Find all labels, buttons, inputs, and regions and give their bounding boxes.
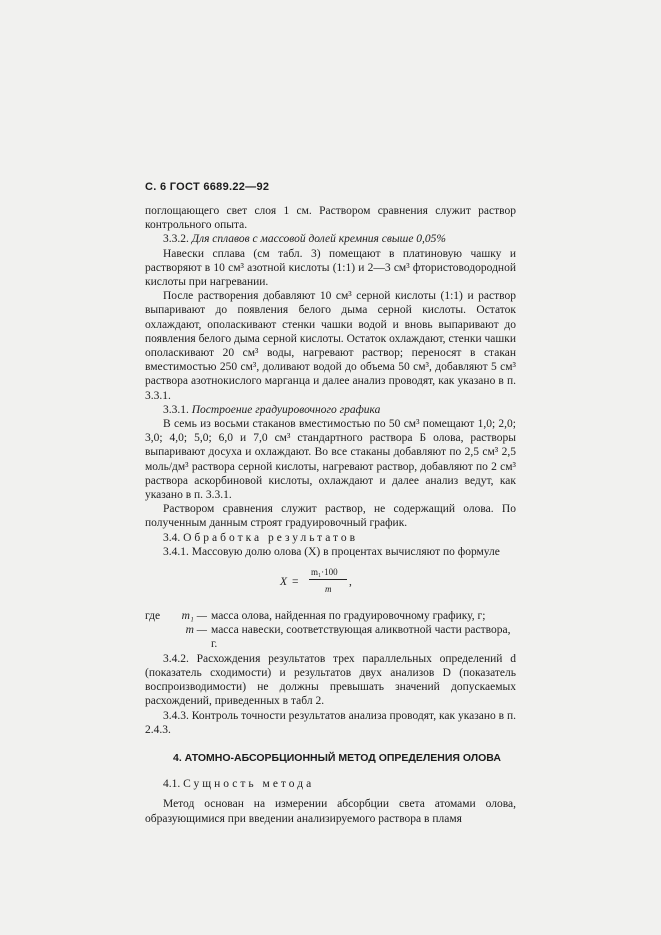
formula-lhs: X xyxy=(280,576,288,589)
clause-number: 4.1. xyxy=(163,778,181,791)
body-text xyxy=(145,204,516,826)
clause-number: 3.4. xyxy=(163,531,181,544)
clause-title: Для сплавов с массовой долей кремния свыше 0,05% xyxy=(191,233,446,246)
definition-row xyxy=(145,609,516,623)
paragraph: 3.4.2. Расхождения результатов трех параллельных определений d (показатель сходимости) и результатов двух анализов D (показатель воспроизводимости) не должны превышать значений допускаемых расхождений, приведенных в табл 2. xyxy=(145,652,516,708)
paragraph: После растворения добавляют 10 см³ серной кислоты (1:1) и раствор выпаривают до появления белого дыма серной кислоты. Остаток охлаждают, ополаскивают стенки чашки водой и вновь выпаривают до появления белого дыма серной кислоты. Остаток охлаждают, стенки чашки ополаскивают 20 см³ воды, нагревают раствор; переносят в стакан вместимостью 250 см³, доливают водой до объема 50 см³, добавляют 5 см³ раствора азотнокислого марганца и далее анализ проводят, как указано в п. 3.3.1. xyxy=(145,290,516,402)
paragraph: поглощающего свет слоя 1 см. Раствором сравнения служит раствор контрольного опыта. xyxy=(145,205,516,232)
paragraph: Метод основан на измерении абсорбции света атомами олова, образующимися при введении анализируемого раствора в пламя xyxy=(145,798,516,825)
paragraph: 3.4.3. Контроль точности результатов анализа проводят, как указано в п. 2.4.3. xyxy=(145,709,516,736)
definition-text: масса навески, соответствующая аликвотной части раствора, г. xyxy=(211,624,511,651)
definition-row xyxy=(145,623,516,651)
definition-symbol: m₁ — xyxy=(181,610,207,623)
paragraph: Раствором сравнения служит раствор, не содержащий олова. По полученным данным строят градуировочный график. xyxy=(145,503,516,530)
subsection-heading xyxy=(145,777,516,791)
definition-lead: где xyxy=(145,610,161,623)
clause-number: 3.3.2. xyxy=(163,233,189,246)
formula-equals: = xyxy=(292,576,299,589)
formula-denominator: m xyxy=(325,584,332,595)
clause-number: 3.3.1. xyxy=(163,403,189,416)
subsection-heading xyxy=(145,531,516,545)
formula-definitions xyxy=(145,609,516,652)
clause-title: Построение градуировочного графика xyxy=(191,403,381,416)
subsection-heading xyxy=(145,403,516,417)
paragraph: Навески сплава (см табл. 3) помещают в платиновую чашку и растворяют в 10 см³ азотной кислоты (1:1) и 2—3 см³ фтористоводородной кислоты при нагревании. xyxy=(145,247,516,289)
formula-comma: , xyxy=(349,576,352,589)
page-header: С. 6 ГОСТ 6689.22—92 xyxy=(145,181,270,193)
definition-text: масса олова, найденная по градуировочному графику, г; xyxy=(211,610,486,623)
fraction-bar xyxy=(309,579,347,580)
paragraph: 3.4.1. Массовую долю олова (X) в процентах вычисляют по формуле xyxy=(163,545,500,558)
definition-symbol: m — xyxy=(185,624,207,637)
subsection-heading xyxy=(145,232,516,246)
clause-title: Сущность метода xyxy=(183,778,315,791)
formula xyxy=(145,563,516,605)
clause-title: Обработка результатов xyxy=(183,531,359,544)
definition-lead xyxy=(145,623,179,651)
paragraph: В семь из восьми стаканов вместимостью по 50 см³ помещают 1,0; 2,0; 3,0; 4,0; 5,0; 6,0 и 7,0 см³ стандартного раствора Б олова, растворы выпаривают досуха и охлаждают. Во все стаканы добавляют по 2,5 см³ 2,5 моль/дм³ раствора серной кислоты, нагревают раствор, добавляют по 2 см³ раствора аскорбиновой кислоты, охлаждают и далее анализ ведут, как указано в п. 3.3.1. xyxy=(145,418,516,502)
section-heading: 4. АТОМНО-АБСОРБЦИОННЫЙ МЕТОД ОПРЕДЕЛЕНИЯ ОЛОВА xyxy=(173,751,501,764)
formula-numerator: m₁·100 xyxy=(311,567,338,578)
